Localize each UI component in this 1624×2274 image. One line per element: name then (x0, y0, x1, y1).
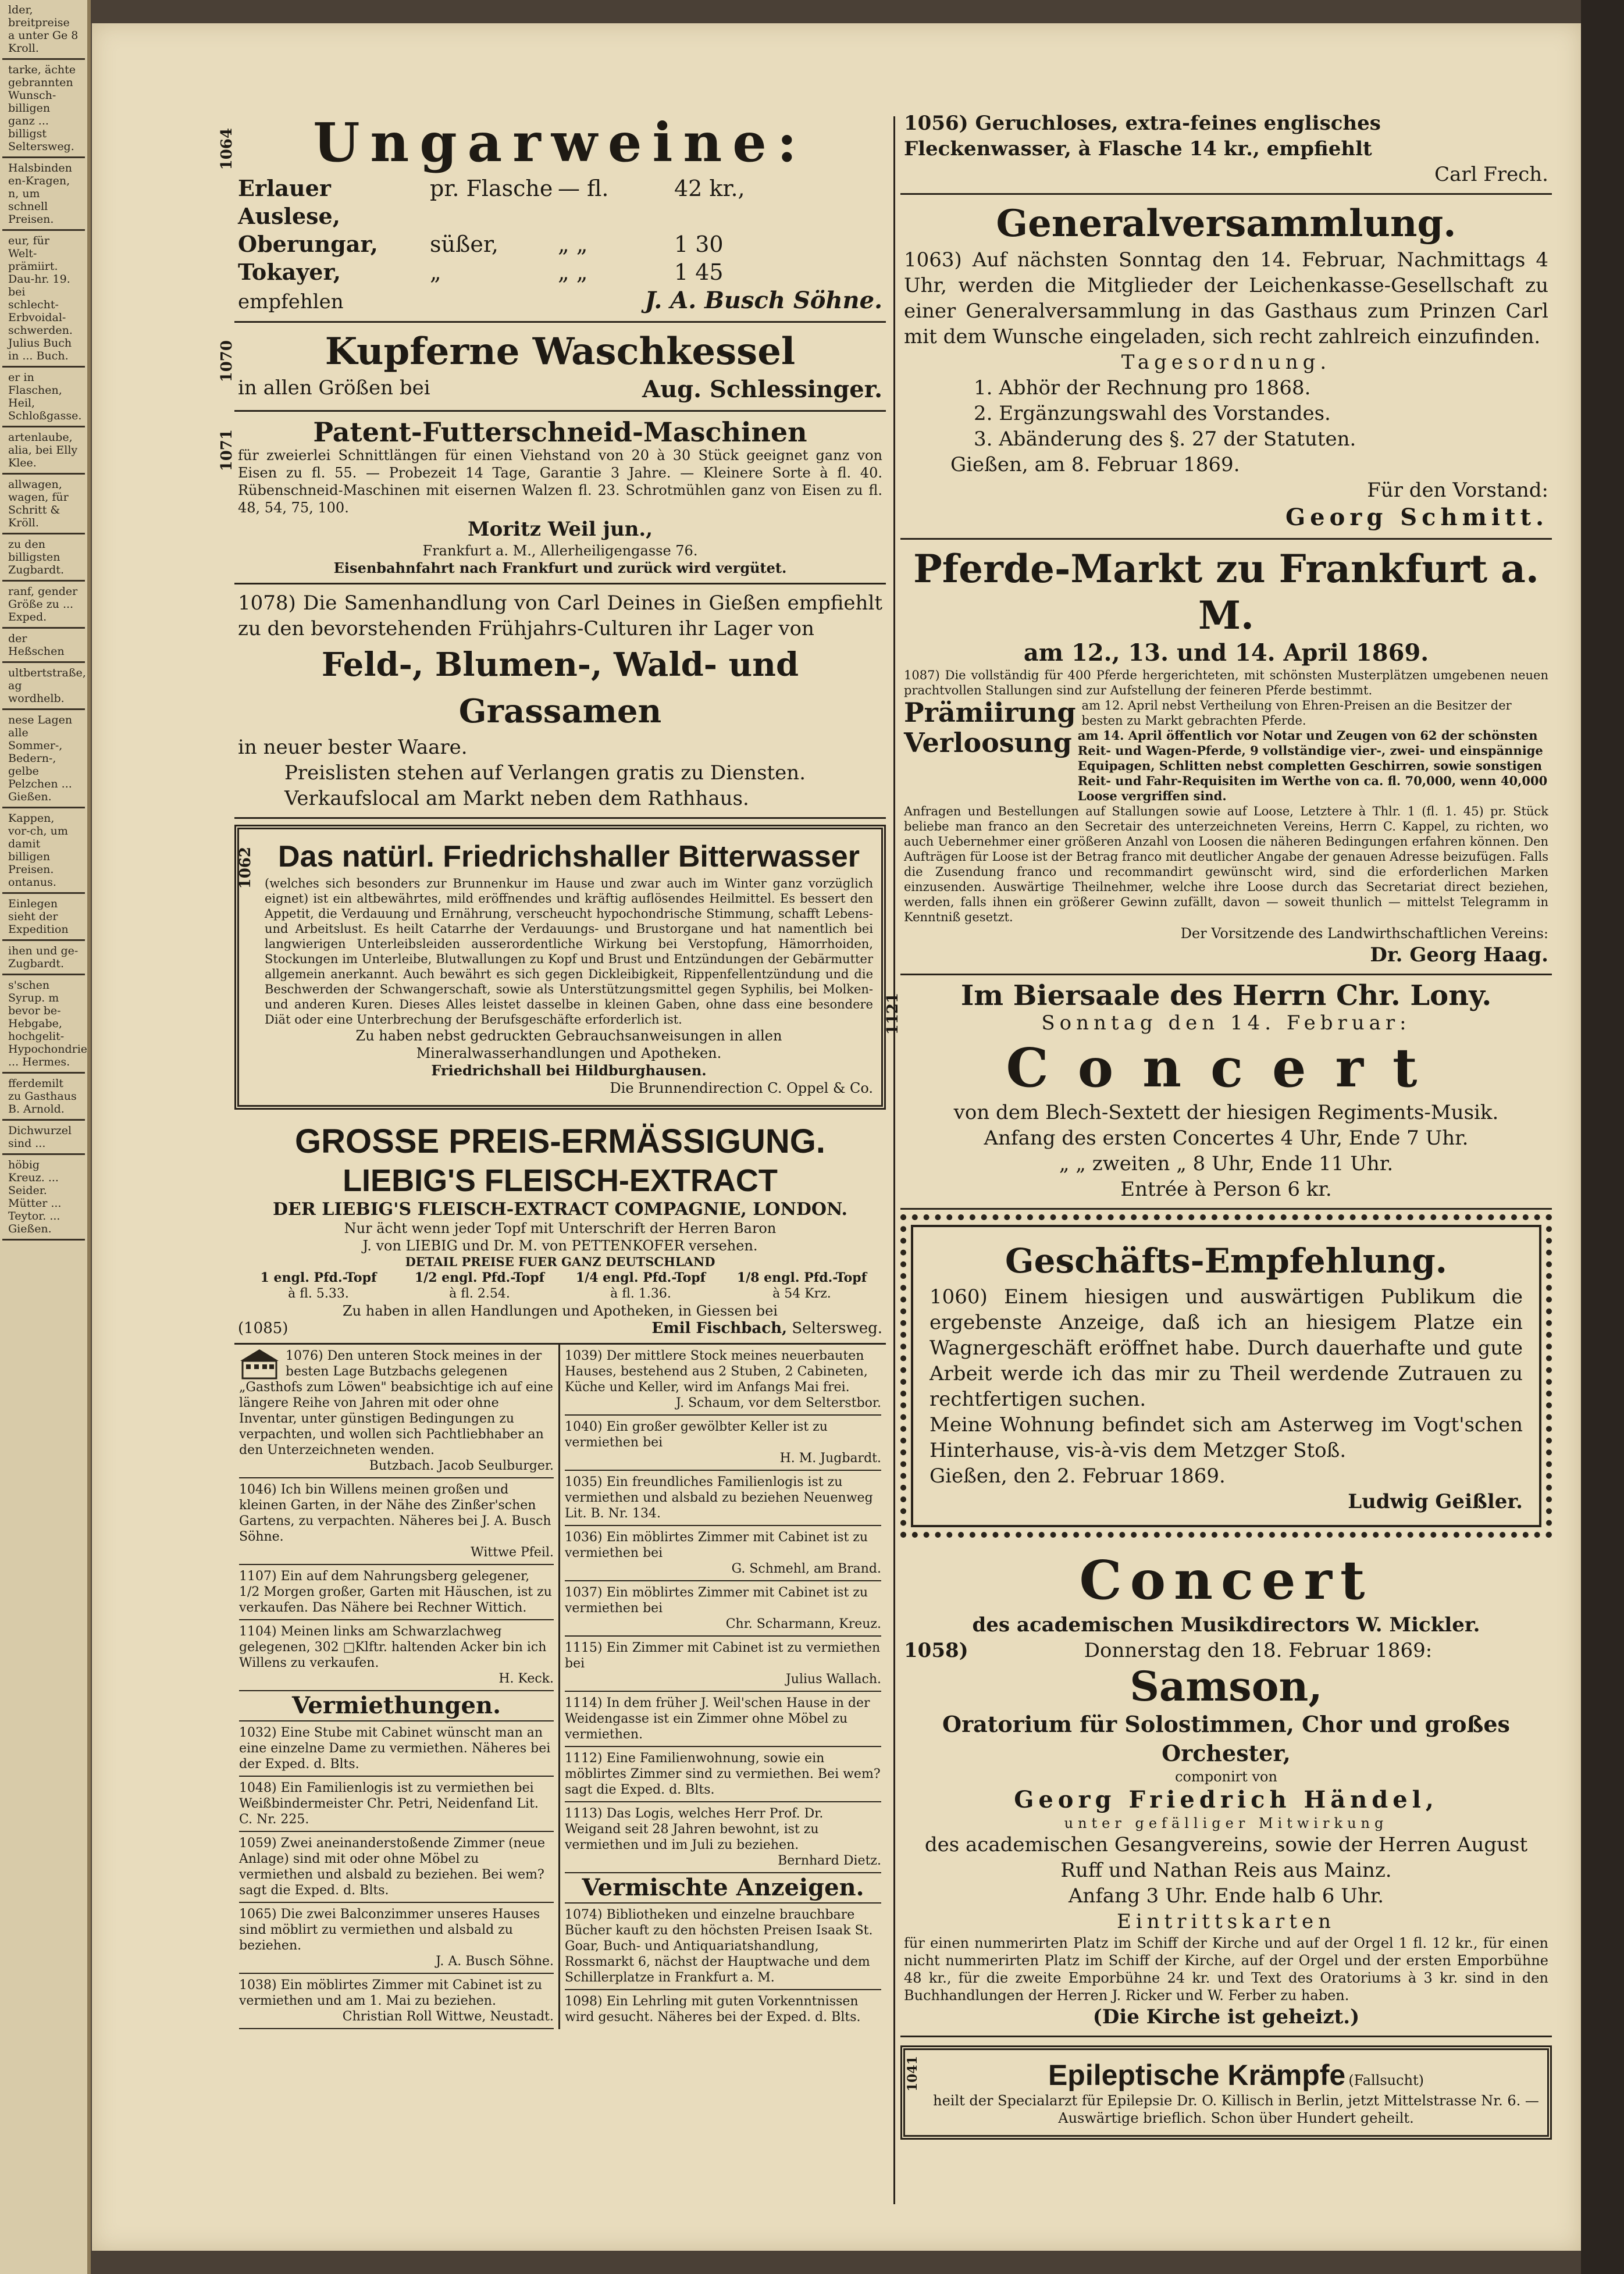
ad-text: am 14. April öffentlich vor Notar und Zeugen von 62 der schönsten Reit- und Wagen-Pferde, 9 vollständige vier-, zwei- und einspännige Equipagen, Schlitten nebst completten Geschirren, sowie sonstigen Reit- und Fahr-Requisiten im Werthe von ca. fl. 70,000, wenn 40,000 Loose vergriffen sind. (1077, 728, 1548, 803)
ad-line: Zu haben nebst gedruckten Gebrauchsanweisungen in allen Mineralwasserhandlungen und Apotheken. (355, 1028, 782, 1061)
firm-name: Emil Fischbach, (651, 1320, 788, 1337)
small-ad-text: 1038) Ein möblirtes Zimmer mit Cabinet ist zu vermiethen und am 1. Mai zu beziehen. (239, 1978, 543, 2008)
ad-line: Donnerstag den 18. Februar 1869: (1084, 1639, 1433, 1662)
small-ads-list (239, 1345, 554, 1691)
small-ad (565, 1637, 881, 1692)
small-ad-text: 1112) Eine Familienwohnung, sowie ein möblirtes Zimmer sind zu vermiethen. Bei wem? sagt die Exped. d. Blts. (565, 1751, 881, 1797)
ad-text: 1087) Die vollständig für 400 Pferde hergerichteten, mit schönsten Musterplätzen umgebenen neuen prachtvollen Stallungen sind zur Aufstellung der feineren Pferde bestimmt. (904, 668, 1548, 697)
ad-line: Eintrittskarten (1117, 1910, 1335, 1933)
small-ad (239, 1903, 554, 1974)
agenda-item: 3. Abänderung des §. 27 der Statuten. (974, 427, 1356, 451)
fragment-text: artenlaube, alia, bei Elly Klee. (2, 427, 85, 475)
small-ad-signature: Chr. Scharmann, Kreuz. (725, 1617, 881, 1631)
small-ad (565, 1471, 881, 1526)
small-ad (239, 1832, 554, 1903)
place-date: Gießen, den 2. Februar 1869. (929, 1464, 1226, 1488)
small-ad-signature: Christian Roll Wittwe, Neustadt. (342, 2009, 554, 2024)
signature: Dr. Georg Haag. (1370, 943, 1548, 967)
small-ad-signature: Butzbach. Jacob Seulburger. (369, 1459, 554, 1473)
fragment-text: zu den billigsten Zugbardt. (2, 534, 85, 582)
ad-biersaal-concert (884, 975, 1552, 1210)
fragment-text: allwagen, wagen, für Schritt & Kröll. (2, 475, 85, 534)
wine-currency: — fl. (558, 176, 609, 201)
small-ad: 1074) Bibliotheken und einzelne brauchbare Bücher kauft zu den höchsten Preisen Isaak St. Goar, Buch- und Antiquariatshandlung, Rossmarkt 6, nächst der Hauptwache und dem Schillerplatze in Frankfurt a. M. (565, 1904, 881, 1990)
firm-name: J. A. Busch Söhne. (644, 287, 882, 314)
ad-text: für zweierlei Schnittlängen für einen Viehstand von 20 à 30 Stück geeignet ganz von Eisen zu fl. 55. — Probezeit 14 Tage, Garantie 3 Jahre. — Kleinere Sorte à fl. 40. Rübenschneid-Maschinen mit eisernen Walzen fl. 23. Schrotmühlen ganz von Eisen zu fl. 48, 54, 75, 100. (238, 447, 882, 516)
small-ad: 1098) Ein Lehrling mit guten Vorkenntnissen wird gesucht. Näheres bei der Exped. d. Blts. (565, 1994, 861, 2024)
ad-line: Preislisten stehen auf Verlangen gratis zu Diensten. (284, 761, 806, 785)
ad-ungarweine (218, 111, 886, 323)
previous-page-strip (0, 0, 91, 2274)
small-ad-text: 1046) Ich bin Willens meinen großen und kleinen Garten, in der Nähe des Zinßer'schen Gartens, zu verpachten. Näheres bei J. A. Busch Söhne. (239, 1482, 551, 1544)
ad-text: 1060) Einem hiesigen und auswärtigen Publikum die ergebenste Anzeige, daß ich an hiesigem Platze ein Wagnergeschäft eröffnet habe. Durch dauerhafte und gute Arbeit werde ich das mir zu Theil werdende Zutrauen zu rechtfertigen suchen. (929, 1285, 1523, 1411)
pot-price: à 54 Krz. (772, 1286, 831, 1301)
ad-liebig (234, 1115, 886, 1345)
signature: Georg Schmitt. (1285, 504, 1548, 531)
ad-line: Für den Vorstand: (1367, 479, 1548, 502)
ad-text: 1056) Geruchloses, extra-feines englisches Fleckenwasser, à Flasche 14 kr., empfiehlt (904, 112, 1381, 161)
place-date: Gießen, am 8. Februar 1869. (950, 453, 1240, 476)
price-list (238, 174, 882, 286)
ad-line: Anfang 3 Uhr. Ende halb 6 Uhr. (1068, 1884, 1384, 1908)
ad-fleckenwasser (900, 111, 1552, 195)
small-ads-list (239, 1721, 554, 2029)
small-ad (239, 1620, 554, 1691)
small-ad-signature: J. Schaum, vor dem Selterstbor. (676, 1396, 881, 1410)
wine-price: 1 45 (674, 259, 724, 285)
work-title: Samson, (1130, 1662, 1323, 1710)
price-grid (238, 1270, 882, 1302)
small-ad-text: 1115) Ein Zimmer mit Cabinet ist zu vermiethen bei (565, 1641, 881, 1671)
wine-desc: süßer, (430, 231, 498, 257)
ad-title: Das natürl. Friedrichshaller Bitterwasser (278, 840, 860, 874)
ad-line: Entrée à Person 6 kr. (1120, 1178, 1332, 1201)
price-row (238, 258, 882, 286)
small-ad (239, 1478, 554, 1565)
pot-size: 1/2 engl. Pfd.-Topf (414, 1270, 545, 1285)
small-ad-text: 1032) Eine Stube mit Cabinet wünscht man an eine einzelne Dame zu vermiethen. Näheres bei der Exped. d. Blts. (239, 1726, 551, 1772)
pot-size: 1 engl. Pfd.-Topf (260, 1270, 377, 1285)
ad-generalversammlung (900, 195, 1552, 540)
wine-desc: pr. Flasche (430, 176, 553, 201)
small-ads-grid (234, 1345, 886, 2029)
ad-line: J. von LIEBIG und Dr. M. von PETTENKOFER versehen. (362, 1238, 758, 1254)
ad-line: Oratorium für Solostimmen, Chor und großes Orchester, (942, 1711, 1510, 1766)
small-ad-signature: Julius Wallach. (785, 1672, 881, 1687)
small-ad-text: 1107) Ein auf dem Nahrungsberg gelegener, 1/2 Morgen großer, Garten mit Häuschen, ist zu verkaufen. Das Nähere bei Rechner Wittich. (239, 1569, 552, 1615)
ad-line: componirt von (1175, 1769, 1277, 1785)
fragment-text: ranf, gender Größe zu ... Exped. (2, 582, 85, 629)
fragment-text: er in Flaschen, Heil, Schloßgasse. (2, 368, 85, 427)
fragment-text: höbig Kreuz. ... Seider. Mütter ... Teytor. ... Gießen. (2, 1155, 85, 1241)
agenda-item: 1. Abhör der Rechnung pro 1868. (974, 376, 1311, 400)
ad-line: Friedrichshall bei Hildburghausen. (431, 1062, 707, 1079)
wine-desc: „ (430, 259, 441, 285)
ad-text: 1063) Auf nächsten Sonntag den 14. Februar, Nachmittags 4 Uhr, werden die Mitglieder der Leichenkasse-Gesellschaft zu einer Generalversammlung in das Gasthaus zum Prinzen Carl mit dem Wunsche eingeladen, sich recht zahlreich einzufinden. (904, 248, 1548, 348)
ad-dates: am 12., 13. und 14. April 1869. (1023, 639, 1429, 666)
small-ad-signature: Bernhard Dietz. (778, 1854, 881, 1868)
fragment-text: lder, breitpreise a unter Ge 8 Kroll. (2, 0, 85, 60)
ad-number: 1071 (218, 429, 236, 472)
small-ads-column-b (560, 1345, 886, 2029)
small-ad (239, 1565, 554, 1620)
wine-name: Oberungar, (238, 231, 378, 257)
ad-number: 1041 (905, 2056, 920, 2092)
small-ad-text: 1039) Der mittlere Stock meines neuerbauten Hauses, bestehend aus 2 Stuben, 2 Cabineten, Küche und Keller, wird im Anfangs Mai frei. (565, 1349, 868, 1395)
ad-line: Zu haben in allen Handlungen und Apotheken, in Giessen bei (343, 1303, 778, 1319)
ad-line: in allen Größen bei (238, 376, 430, 400)
price-row (238, 230, 882, 258)
ad-title: Kupferne Waschkessel (325, 330, 796, 373)
composer: Georg Friedrich Händel, (1014, 1786, 1438, 1813)
ad-epileptische-kraempfe (900, 2045, 1552, 2140)
wine-currency: „ „ (558, 231, 588, 257)
ad-number: 1070 (218, 340, 236, 383)
ad-number: 1058) (904, 1639, 968, 1662)
ad-number: 1062 (237, 847, 254, 889)
signature: Ludwig Geißler. (1348, 1490, 1523, 1513)
label-praemiirung: Prämiirung (904, 697, 1076, 728)
small-ad-text: 1035) Ein freundliches Familienlogis ist zu vermiethen und alsbald zu beziehen Neuenweg Lit. B. Nr. 134. (565, 1475, 873, 1521)
agenda-item: 2. Ergänzungswahl des Vorstandes. (974, 402, 1331, 425)
ad-text: für einen nummerirten Platz im Schiff der Kirche und auf der Orgel 1 fl. 12 kr., für einen nicht nummerirten Platz im Schiff der Kirche, auf der Orgel und der ersten Emporbühne 48 kr., für die zweite Emporbühne 24 kr. und Text des Oratoriums à 3 kr. sind in den Buchhandlungen der Herren J. Ricker und W. Ferber zu haben. (904, 1935, 1548, 2004)
fragment-text: fferdemilt zu Gasthaus B. Arnold. (2, 1074, 85, 1121)
agenda-title: Tagesordnung. (1121, 351, 1331, 374)
ad-pferdemarkt (900, 540, 1552, 975)
ad-text: am 12. April nebst Vertheilung von Ehren-Preisen an die Besitzer der besten zu Markt gebrachten Pferde. (1081, 698, 1512, 728)
small-ad-text: 1076) Den unteren Stock meines in der besten Lage Butzbachs gelegenen „Gasthofs zum Löwen" beabsichtige ich auf eine längere Reihe von Jahren mit oder ohne Inventar, unter günstigen Bedingungen zu verpachten, und wollen sich Pachtliebhaber an den Unterzeichneten wenden. (239, 1349, 553, 1457)
ad-line: Die Brunnendirection C. Oppel & Co. (610, 1080, 873, 1096)
ad-title: Concert (1006, 1036, 1447, 1099)
ad-text: heilt der Specialarzt für Epilepsie Dr. O. Killisch in Berlin, jetzt Mittelstrasse Nr. 6. — Auswärtige brieflich. Schon über Hundert geheilt. (933, 2093, 1539, 2126)
ad-line: in neuer bester Waare. (238, 736, 468, 759)
pot-price: à fl. 1.36. (610, 1286, 671, 1301)
small-ad-signature: H. M. Jugbardt. (779, 1451, 881, 1466)
ad-number: 1121 (884, 993, 902, 1035)
ad-note: Eisenbahnfahrt nach Frankfurt und zurück wird vergütet. (333, 559, 787, 576)
small-ad-text: 1065) Die zwei Balconzimmer unseres Hauses sind möblirt zu vermiethen und alsbald zu beziehen. (239, 1907, 540, 1953)
fragment-text: Kappen, vor-ch, um damit billigen Preisen. ontanus. (2, 808, 85, 894)
small-ad-text: 1059) Zwei aneinanderstoßende Zimmer (neue Anlage) sind mit oder ohne Möbel zu vermiethen und alsbald zu beziehen. Bei wem? sagt die Exped. d. Blts. (239, 1836, 546, 1898)
ad-line: des academischen Musikdirectors W. Mickler. (972, 1613, 1480, 1637)
offer-text: empfehlen (238, 290, 344, 313)
section-title: Vermischte Anzeigen. (565, 1873, 881, 1904)
house-icon (239, 1347, 280, 1380)
price-header: DETAIL PREISE FUER GANZ DEUTSCHLAND (405, 1254, 715, 1269)
fragment-text: ihen und ge-Zugbardt. (2, 941, 85, 975)
ad-line: Im Biersaale des Herrn Chr. Lony. (960, 979, 1492, 1012)
small-ad-text: 1104) Meinen links am Schwarzlachweg gelegenen, 302 □Klftr. haltenden Acker bin ich Willens zu verkaufen. (239, 1624, 547, 1670)
ad-waschkessel (218, 323, 886, 412)
small-ad-signature: J. A. Busch Söhne. (436, 1954, 554, 1969)
label-verloosung: Verloosung (904, 727, 1072, 758)
small-ads-column-a (234, 1345, 560, 2029)
ad-intro: 1078) Die Samenhandlung von Carl Deines in Gießen empfiehlt zu den bevorstehenden Frühjahrs-Culturen ihr Lager von (238, 591, 882, 640)
small-ad (565, 1345, 881, 1416)
ad-number: (1085) (238, 1320, 289, 1337)
small-ad-text: 1037) Ein möblirtes Zimmer mit Cabinet ist zu vermiethen bei (565, 1585, 868, 1616)
ad-line: Sonntag den 14. Februar: (1041, 1011, 1411, 1035)
price-cell (238, 1270, 399, 1302)
pot-size: 1/4 engl. Pfd.-Topf (575, 1270, 706, 1285)
wine-name: Erlauer Auslese, (238, 175, 340, 229)
ad-line: des academischen Gesangvereins, sowie der Herren August Ruff und Nathan Reis aus Mainz. (924, 1833, 1528, 1882)
right-column (884, 111, 1552, 2145)
small-ad (565, 1747, 881, 1802)
wine-price: 42 kr., (674, 176, 745, 201)
ad-line: unter gefälliger Mitwirkung (1064, 1815, 1388, 1831)
small-ad-text: 1048) Ein Familienlogis ist zu vermiethen bei Weißbindermeister Chr. Petri, Neidenfand Lit. C. Nr. 225. (239, 1781, 539, 1827)
ad-title: Concert (1079, 1549, 1373, 1612)
ad-title: Epileptische Krämpfe (1048, 2059, 1346, 2091)
agenda-list (904, 375, 1548, 452)
small-ad (565, 1692, 881, 1747)
fragment-text: Halsbinden en-Kragen, n, um schnell Preisen. (2, 158, 85, 231)
price-row (238, 174, 882, 230)
company: DER LIEBIG'S FLEISCH-EXTRACT COMPAGNIE, LONDON. (273, 1199, 847, 1220)
ad-note: (Die Kirche ist geheizt.) (1092, 2005, 1360, 2029)
ad-title: Geschäfts-Empfehlung. (1005, 1241, 1447, 1281)
column-separator (893, 116, 895, 2204)
small-ad-signature: H. Keck. (498, 1671, 554, 1686)
small-ad (239, 1345, 554, 1478)
ad-title: Feld-, Blumen-, Wald- und Grassamen (321, 646, 799, 730)
small-ads-list (565, 1345, 881, 1873)
fragment-text: Einlegen sieht der Expedition (2, 894, 85, 941)
small-ad-text: 1114) In dem früher J. Weil'schen Hause in der Weidengasse ist ein Zimmer ohne Möbel zu vermiethen. (565, 1696, 870, 1742)
wine-currency: „ „ (558, 259, 588, 285)
small-ad (565, 1802, 881, 1873)
ad-text: (welches sich besonders zur Brunnenkur im Hause und zwar auch im Winter ganz vorzüglich eignet) ist ein altbewährtes, mild eröffnendes und kräftig auflösendes Heilmittel. Es bessert den Appetit, die Verdauung und Ernährung, verscheucht hypochondrische Stimmung, schafft Lebens- und Arbeitslust. Es heilt Catarrhe der Verdauungs- und Brustorgane und hat namentlich bei langwierigen Unterleibsleiden ausserordentliche Wirkung bei Verstopfung, Hämorrhoiden, Stockungen im Unterleibe, Blutwallungen zu Kopf und Brust und Entzündungen der Gebärmutter allgemein anerkannt. Auch bewährt es sich gegen Dickleibigkeit, Rippenfellentzündung und die Beschwerden der Schwangerschaft, sowie als Unterstützungsmittel gegen Syphilis, bei Molken- und anderen Kuren. Dieses Alles leistet dasselbe in kleinen Gaben, ohne dass eine besondere Diät oder eine Unterbrechung der Berufsgeschäfte erforderlich ist. (265, 876, 873, 1026)
ad-line: Nur ächt wenn jeder Topf mit Unterschrift der Herren Baron (344, 1220, 777, 1236)
fragment-text: Dichwurzel sind ... (2, 1121, 85, 1155)
ad-line: Anfang des ersten Concertes 4 Uhr, Ende 7 Uhr. (984, 1127, 1469, 1150)
small-ad (565, 1581, 881, 1637)
ad-title: Generalversammlung. (996, 202, 1456, 245)
signature: Carl Frech. (1434, 163, 1548, 186)
small-ad (239, 1777, 554, 1832)
ad-number: 1064 (218, 128, 236, 170)
ad-text: Anfragen und Bestellungen auf Stallungen sowie auf Loose, Letztere à Thlr. 1 (fl. 1. 45) pr. Stück beliebe man franco an den Secretair des unterzeichneten Vereins, Herrn C. Kappel, zu richten, wo auch Uebernehmer einer größeren Anzahl von Loosen die näheren Bedingungen erfahren können. Den Aufträgen für Loose ist der Betrag franco mit deutlicher Angabe der genauen Adresse beizufügen. Falls die Zusendung franco und recommandirt gewünscht wird, sind die erforderlichen Marken einzusenden. Auswärtige Theilnehmer, welche ihre Loose durch das Secretariat direct beziehen, werden, falls ihnen ein größerer Gewinn zufällt, davon — soweit thunlich — mittelst Telegramm in Kenntniß gesetzt. (904, 804, 1548, 924)
ad-title: LIEBIG'S FLEISCH-EXTRACT (343, 1163, 778, 1198)
ad-subtitle: (Fallsucht) (1348, 2072, 1424, 2088)
ad-text: Meine Wohnung befindet sich am Asterweg im Vogt'schen Hinterhause, vis-à-vis dem Metzger Stoß. (929, 1413, 1523, 1462)
ad-line: „ „ zweiten „ 8 Uhr, Ende 11 Uhr. (1059, 1152, 1394, 1175)
fragment-text: eur, für Welt-prämiirt. Dau-hr. 19. bei schlecht-Erbvoidal-schwerden. Julius Buch in ... Buch. (2, 231, 85, 368)
ad-samenhandlung (234, 584, 886, 819)
small-ad-signature: G. Schmehl, am Brand. (731, 1562, 881, 1576)
ad-title: Ungarweine: (313, 111, 807, 174)
address: Frankfurt a. M., Allerheiligengasse 76. (422, 543, 698, 559)
ad-headline: GROSSE PREIS-ERMÄSSIGUNG. (294, 1122, 826, 1160)
small-ad-text: 1113) Das Logis, welches Herr Prof. Dr. Weigand seit 28 Jahren bewohnt, ist zu vermiethen und im Juli zu beziehen. (565, 1806, 824, 1852)
small-ad (239, 1721, 554, 1777)
street: Seltersweg. (792, 1320, 882, 1337)
pot-price: à fl. 2.54. (449, 1286, 510, 1301)
ad-futterschneid (218, 412, 886, 584)
fragment-text: der Heßschen (2, 629, 85, 663)
pot-size: 1/8 engl. Pfd.-Topf (736, 1270, 867, 1285)
left-column (218, 111, 886, 2029)
wine-price: 1 30 (674, 231, 724, 257)
fragment-text: s'schen Syrup. m bevor be-Hebgabe, hochgelit-Hypochondrie ... Hermes. (2, 975, 85, 1074)
firm-name: Aug. Schlessinger. (642, 376, 882, 403)
price-cell (399, 1270, 560, 1302)
ad-line: von dem Blech-Sextett der hiesigen Regiments-Musik. (953, 1101, 1499, 1124)
pot-price: à fl. 5.33. (288, 1286, 349, 1301)
fragment-text: nese Lagen alle Sommer-, Bedern-, gelbe Pelzchen ... Gießen. (2, 710, 85, 808)
ad-title: Pferde-Markt zu Frankfurt a. M. (913, 546, 1539, 638)
firm-name: Moritz Weil jun., (467, 518, 653, 541)
ad-bitterwasser (234, 825, 886, 1110)
organisation: Der Vorsitzende des Landwirthschaftlichen Vereins: (1180, 925, 1548, 942)
ad-geschaefts-empfehlung (900, 1214, 1552, 1538)
wine-name: Tokayer, (238, 259, 341, 285)
small-ad (565, 1416, 881, 1471)
ad-line: Verkaufslocal am Markt neben dem Rathhaus. (284, 787, 749, 810)
small-ad-text: 1036) Ein möblirtes Zimmer mit Cabinet ist zu vermiethen bei (565, 1530, 868, 1560)
ad-mickler-concert (900, 1542, 1552, 2037)
fragment-text: tarke, ächte gebrannten Wunsch-billigen ganz ... billigst Seltersweg. (2, 60, 85, 158)
small-ad-text: 1040) Ein großer gewölbter Keller ist zu vermiethen bei (565, 1420, 828, 1450)
book-edge (1581, 0, 1624, 2274)
small-ad-signature: Wittwe Pfeil. (471, 1545, 554, 1560)
price-cell (560, 1270, 721, 1302)
small-ad (239, 1974, 554, 2029)
ad-title: Patent-Futterschneid-Maschinen (313, 416, 807, 448)
newspaper-page (92, 23, 1581, 2251)
small-ad (565, 1526, 881, 1581)
section-title: Vermiethungen. (239, 1691, 554, 1721)
price-cell (721, 1270, 882, 1302)
fragment-text: ultbertstraße, ag wordhelb. (2, 663, 85, 710)
